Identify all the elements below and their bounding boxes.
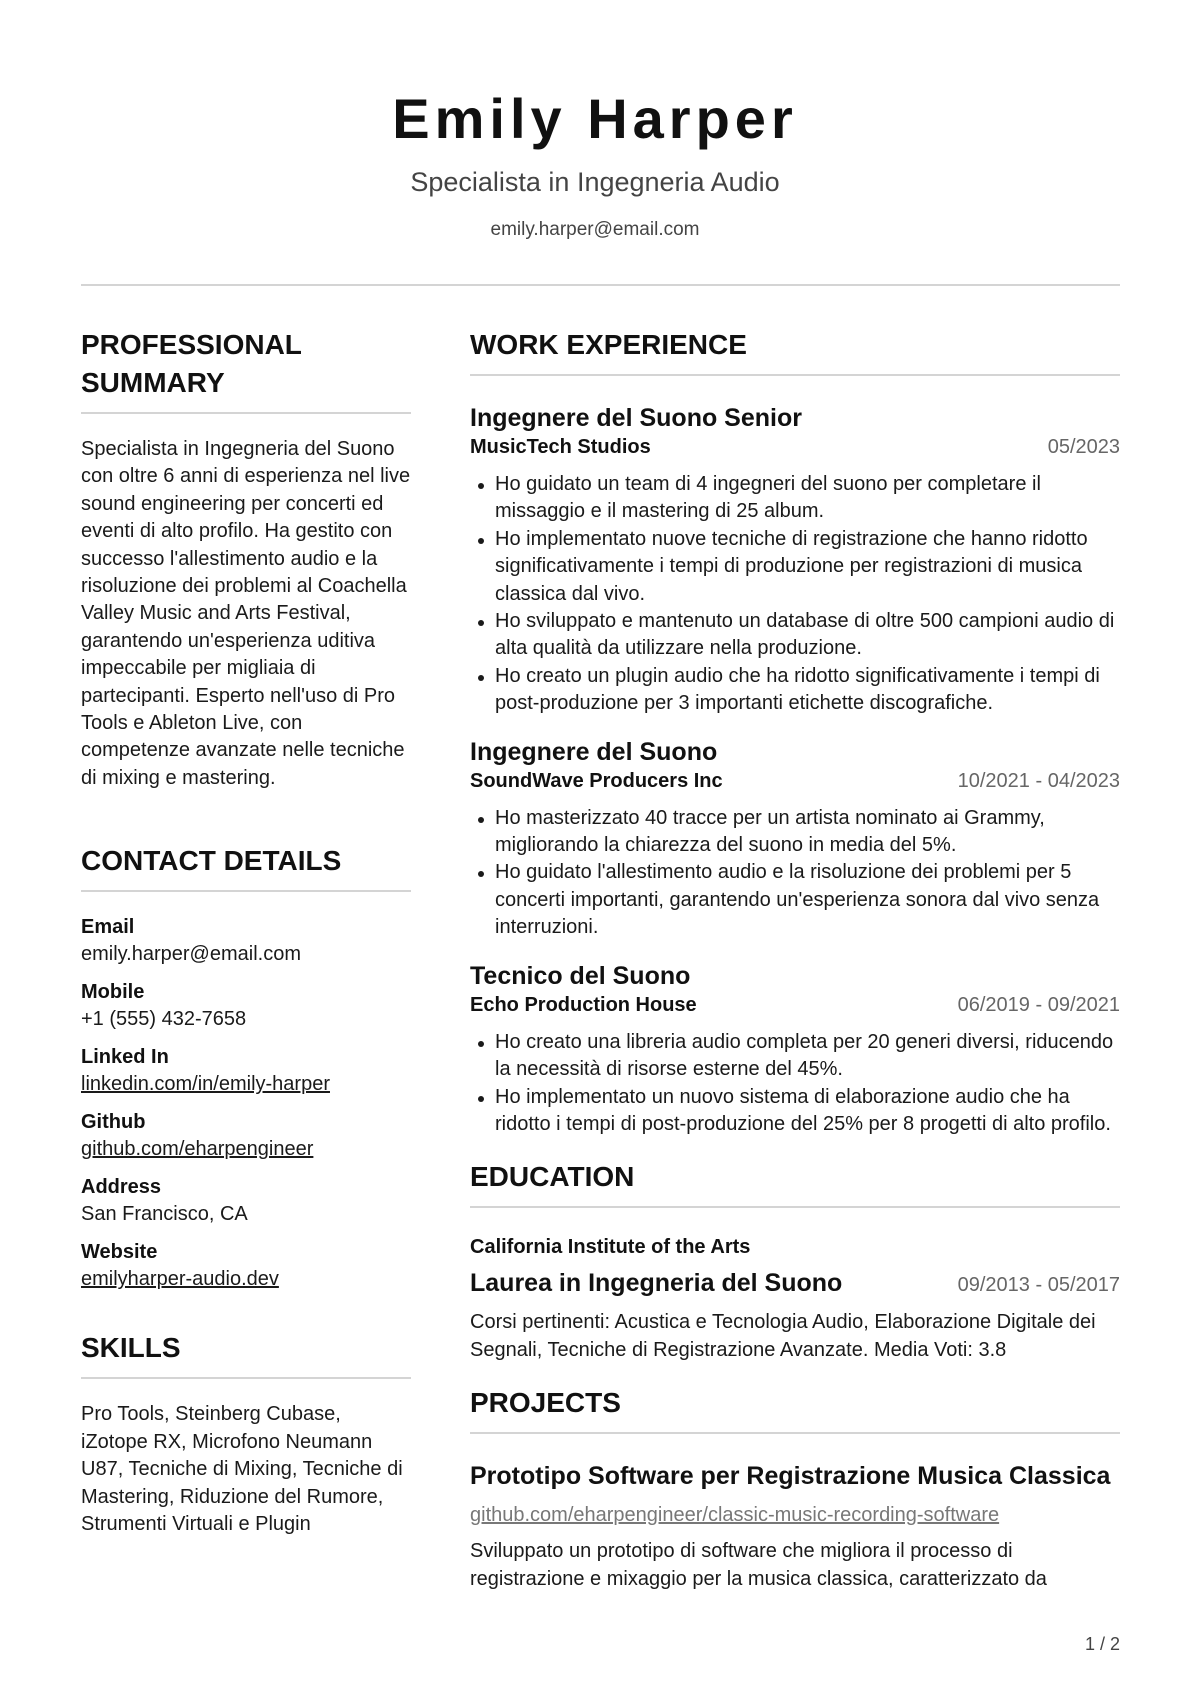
work-heading: WORK EXPERIENCE xyxy=(470,326,1120,376)
project-title: Prototipo Software per Registrazione Musica Classica xyxy=(470,1462,1111,1491)
contact-email-value: emily.harper@email.com xyxy=(81,943,301,966)
job-title: Tecnico del Suono xyxy=(470,961,691,990)
job-entry xyxy=(470,736,1120,942)
job-title: Ingegnere del Suono Senior xyxy=(470,404,802,432)
job-meta xyxy=(470,992,1120,1019)
bullet-item: Ho implementato nuove tecniche di registrazione che hanno ridotto significativamente i tempi di produzione per registrazioni di musica classica dal vivo. xyxy=(470,526,1120,608)
contact-item-github xyxy=(81,1109,411,1163)
resume-header xyxy=(0,86,1190,242)
job-title: Ingegnere del Suono xyxy=(470,737,718,766)
contact-item-address xyxy=(81,1174,411,1228)
contact-label: Website xyxy=(81,1241,158,1264)
contact-label: Email xyxy=(81,916,135,939)
project-link[interactable]: github.com/eharpengineer/classic-music-recording-software xyxy=(470,1504,1000,1527)
contact-heading: CONTACT DETAILS xyxy=(81,842,411,892)
education-section xyxy=(470,1158,1120,1364)
job-entry xyxy=(470,402,1120,718)
job-company: Echo Production House xyxy=(470,993,697,1016)
skills-section xyxy=(81,1329,411,1538)
bullet-item: Ho guidato l'allestimento audio e la risoluzione dei problemi per 5 concerti importanti, garantendo un'esperienza sonora dal vivo senza interruzioni. xyxy=(470,859,1120,941)
contact-item-website xyxy=(81,1239,411,1293)
education-description: Corsi pertinenti: Acustica e Tecnologia Audio, Elaborazione Digitale dei Segnali, Tecniche di Registrazione Avanzate. Media Voti: 3.8 xyxy=(470,1311,1096,1361)
candidate-headline: Specialista in Ingegneria Audio xyxy=(410,167,780,197)
job-bullets xyxy=(470,1029,1120,1139)
bullet-item: Ho sviluppato e mantenuto un database di oltre 500 campioni audio di alta qualità da utilizzare nella produzione. xyxy=(470,608,1120,663)
job-company: SoundWave Producers Inc xyxy=(470,769,723,792)
job-meta xyxy=(470,768,1120,795)
contact-item-email xyxy=(81,914,411,968)
bullet-item: Ho implementato un nuovo sistema di elaborazione audio che ha ridotto i tempi di post-produzione del 25% per 8 progetti di alto profilo. xyxy=(470,1084,1120,1139)
contact-label: Linked In xyxy=(81,1046,169,1069)
job-entry xyxy=(470,960,1120,1139)
job-bullets xyxy=(470,471,1120,718)
education-degree: Laurea in Ingegneria del Suono xyxy=(470,1269,843,1298)
bullet-item: Ho guidato un team di 4 ingegneri del suono per completare il missaggio e il mastering di 25 album. xyxy=(470,471,1120,526)
right-column xyxy=(470,326,1120,1593)
summary-section xyxy=(81,326,411,792)
skills-heading: SKILLS xyxy=(81,1329,411,1379)
website-link[interactable]: emilyharper-audio.dev xyxy=(81,1268,279,1291)
contact-mobile-value: +1 (555) 432-7658 xyxy=(81,1008,247,1031)
contact-label: Address xyxy=(81,1176,162,1199)
contact-address-value: San Francisco, CA xyxy=(81,1203,248,1226)
job-date: 05/2023 xyxy=(1047,436,1120,458)
header-divider xyxy=(81,284,1120,286)
summary-text: Specialista in Ingegneria del Suono con oltre 6 anni di esperienza nel live sound engineering per concerti ed eventi di alto profilo. Ha gestito con successo l'allestimento audio e la risoluzione dei problemi al Coachella Valley Music and Arts Festival, garantendo un'esperienza uditiva impeccabile per migliaia di partecipanti. Esperto nell'uso di Pro Tools e Ableton Live, con competenze avanzate nelle tecniche di mixing e mastering. xyxy=(81,438,411,789)
skills-text: Pro Tools, Steinberg Cubase, iZotope RX, Microfono Neumann U87, Tecniche di Mixing, Tecniche di Mastering, Riduzione del Rumore, Strumenti Virtuali e Plugin xyxy=(81,1403,403,1535)
education-date: 09/2013 - 05/2017 xyxy=(957,1274,1120,1297)
job-bullets xyxy=(470,805,1120,942)
github-link[interactable]: github.com/eharpengineer xyxy=(81,1138,314,1161)
projects-section xyxy=(470,1384,1120,1593)
job-date: 10/2021 - 04/2023 xyxy=(957,769,1120,792)
contact-label: Github xyxy=(81,1111,146,1134)
contact-item-linkedin xyxy=(81,1044,411,1098)
contact-section xyxy=(81,842,411,1293)
header-email: emily.harper@email.com xyxy=(490,219,700,240)
linkedin-link[interactable]: linkedin.com/in/emily-harper xyxy=(81,1073,330,1096)
page-number: 1 / 2 xyxy=(1084,1634,1120,1654)
contact-label: Mobile xyxy=(81,981,145,1004)
bullet-item: Ho creato una libreria audio completa per 20 generi diversi, riducendo la necessità di risorse esterne del 45%. xyxy=(470,1029,1120,1084)
education-meta xyxy=(470,1267,1120,1299)
bullet-item: Ho masterizzato 40 tracce per un artista nominato ai Grammy, migliorando la chiarezza del suono in media del 5%. xyxy=(470,805,1120,860)
contact-item-mobile xyxy=(81,979,411,1033)
projects-heading: PROJECTS xyxy=(470,1384,1120,1434)
project-entry xyxy=(470,1460,1120,1593)
project-description: Sviluppato un prototipo di software che migliora il processo di registrazione e mixaggio per la musica classica, caratterizzato da xyxy=(470,1540,1047,1590)
job-meta xyxy=(470,434,1120,461)
education-school: California Institute of the Arts xyxy=(470,1236,751,1259)
job-date: 06/2019 - 09/2021 xyxy=(957,993,1120,1016)
left-column xyxy=(81,326,411,1538)
education-heading: EDUCATION xyxy=(470,1158,1120,1208)
candidate-name: Emily Harper xyxy=(392,87,798,150)
work-section xyxy=(470,326,1120,1138)
bullet-item: Ho creato un plugin audio che ha ridotto significativamente i tempi di post-produzione per 3 importanti etichette discografiche. xyxy=(470,663,1120,718)
summary-heading: PROFESSIONAL SUMMARY xyxy=(81,326,411,414)
job-company: MusicTech Studios xyxy=(470,436,651,458)
